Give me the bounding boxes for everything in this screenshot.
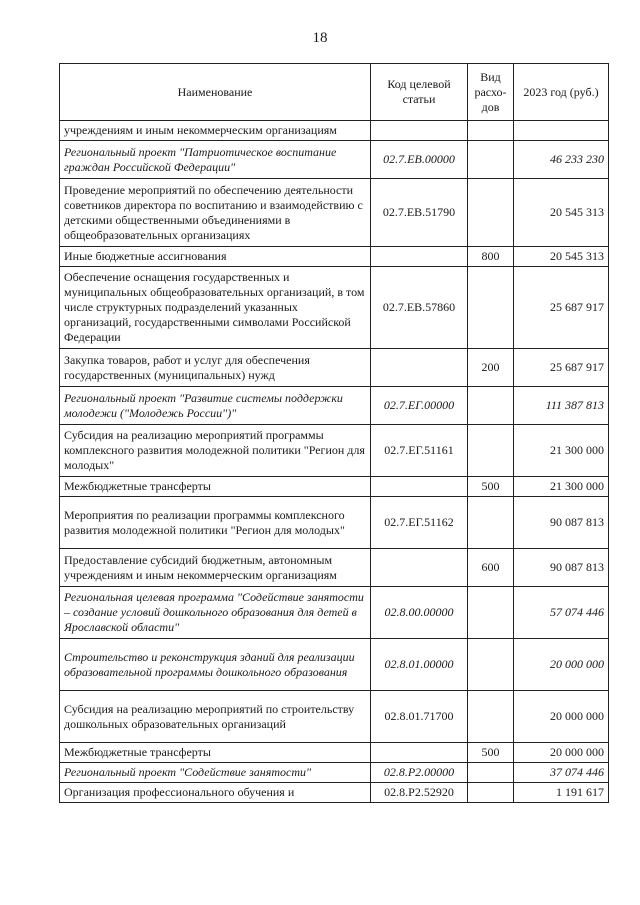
row-expense-type: 600 — [468, 549, 514, 587]
row-code: 02.8.01.71700 — [371, 691, 468, 743]
row-amount: 20 000 000 — [514, 743, 609, 763]
row-code: 02.8.01.00000 — [371, 639, 468, 691]
row-name: Межбюджетные трансферты — [60, 477, 371, 497]
row-expense-type — [468, 783, 514, 803]
row-expense-type — [468, 425, 514, 477]
row-amount: 20 000 000 — [514, 639, 609, 691]
row-amount — [514, 121, 609, 141]
row-amount: 25 687 917 — [514, 349, 609, 387]
row-expense-type: 200 — [468, 349, 514, 387]
table-row — [60, 141, 609, 179]
row-name: Региональный проект "Патриотическое воспитание граждан Российской Федерации" — [60, 141, 371, 179]
row-name: Закупка товаров, работ и услуг для обеспечения государственных (муниципальных) нужд — [60, 349, 371, 387]
row-code: 02.7.ЕГ.51162 — [371, 497, 468, 549]
row-expense-type — [468, 179, 514, 247]
row-code: 02.8.00.00000 — [371, 587, 468, 639]
row-code: 02.7.ЕВ.51790 — [371, 179, 468, 247]
row-name: Субсидия на реализацию мероприятий программы комплексного развития молодежной политики "Регион для молодых" — [60, 425, 371, 477]
table-header-row — [60, 64, 609, 121]
row-amount: 46 233 230 — [514, 141, 609, 179]
row-amount: 21 300 000 — [514, 425, 609, 477]
table-row — [60, 549, 609, 587]
table-row — [60, 267, 609, 349]
row-expense-type: 500 — [468, 743, 514, 763]
row-expense-type — [468, 763, 514, 783]
header-amount: 2023 год (руб.) — [514, 64, 609, 121]
row-code — [371, 743, 468, 763]
table-row — [60, 179, 609, 247]
row-expense-type — [468, 121, 514, 141]
row-name: Проведение мероприятий по обеспечению деятельности советников директора по воспитанию и взаимодействию с детскими общественными объединениями в общеобразовательных организациях — [60, 179, 371, 247]
row-amount: 20 545 313 — [514, 179, 609, 247]
row-amount: 20 545 313 — [514, 247, 609, 267]
table-row — [60, 425, 609, 477]
row-expense-type — [468, 497, 514, 549]
row-expense-type: 800 — [468, 247, 514, 267]
budget-table — [59, 63, 609, 803]
row-amount: 37 074 446 — [514, 763, 609, 783]
row-code — [371, 121, 468, 141]
row-code — [371, 477, 468, 497]
row-name: Региональный проект "Развитие системы поддержки молодежи ("Молодежь России")" — [60, 387, 371, 425]
row-code: 02.7.ЕГ.51161 — [371, 425, 468, 477]
table-row — [60, 387, 609, 425]
row-code — [371, 349, 468, 387]
row-expense-type — [468, 639, 514, 691]
row-amount: 20 000 000 — [514, 691, 609, 743]
row-amount: 21 300 000 — [514, 477, 609, 497]
row-code — [371, 247, 468, 267]
row-code: 02.7.ЕВ.57860 — [371, 267, 468, 349]
row-code: 02.7.ЕВ.00000 — [371, 141, 468, 179]
row-expense-type — [468, 267, 514, 349]
row-name: Межбюджетные трансферты — [60, 743, 371, 763]
row-name: Обеспечение оснащения государственных и муниципальных общеобразовательных организаций, в том числе структурных подразделений указанных организаций, государственными символами Российской Федерации — [60, 267, 371, 349]
row-name: Субсидия на реализацию мероприятий по строительству дошкольных образовательных организаций — [60, 691, 371, 743]
table-row — [60, 639, 609, 691]
table-row — [60, 743, 609, 763]
table-row — [60, 477, 609, 497]
header-code: Код целевой статьи — [371, 64, 468, 121]
table-row — [60, 691, 609, 743]
row-amount: 25 687 917 — [514, 267, 609, 349]
row-code — [371, 549, 468, 587]
row-code: 02.7.ЕГ.00000 — [371, 387, 468, 425]
table-row — [60, 587, 609, 639]
row-expense-type — [468, 587, 514, 639]
row-name: Предоставление субсидий бюджетным, автономным учреждениям и иным некоммерческим организациям — [60, 549, 371, 587]
row-name: Мероприятия по реализации программы комплексного развития молодежной политики "Регион для молодых" — [60, 497, 371, 549]
table-body — [60, 121, 609, 803]
row-name: Региональная целевая программа "Содействие занятости – создание условий дошкольного образования для детей в Ярославской области" — [60, 587, 371, 639]
row-name: Организация профессионального обучения и — [60, 783, 371, 803]
row-amount: 90 087 813 — [514, 497, 609, 549]
table-row — [60, 121, 609, 141]
row-expense-type: 500 — [468, 477, 514, 497]
row-name: Региональный проект "Содействие занятости" — [60, 763, 371, 783]
table-row — [60, 497, 609, 549]
header-name: Наименование — [60, 64, 371, 121]
row-name: Иные бюджетные ассигнования — [60, 247, 371, 267]
row-expense-type — [468, 691, 514, 743]
row-expense-type — [468, 387, 514, 425]
table-row — [60, 763, 609, 783]
row-name: учреждениям и иным некоммерческим организациям — [60, 121, 371, 141]
row-expense-type — [468, 141, 514, 179]
row-amount: 57 074 446 — [514, 587, 609, 639]
row-amount: 111 387 813 — [514, 387, 609, 425]
row-amount: 1 191 617 — [514, 783, 609, 803]
row-code: 02.8.Р2.52920 — [371, 783, 468, 803]
table-row — [60, 783, 609, 803]
table-row — [60, 247, 609, 267]
row-amount: 90 087 813 — [514, 549, 609, 587]
table-row — [60, 349, 609, 387]
row-name: Строительство и реконструкция зданий для реализации образовательной программы дошкольного образования — [60, 639, 371, 691]
header-type: Вид расхо-дов — [468, 64, 514, 121]
row-code: 02.8.Р2.00000 — [371, 763, 468, 783]
page-number: 18 — [312, 30, 328, 46]
